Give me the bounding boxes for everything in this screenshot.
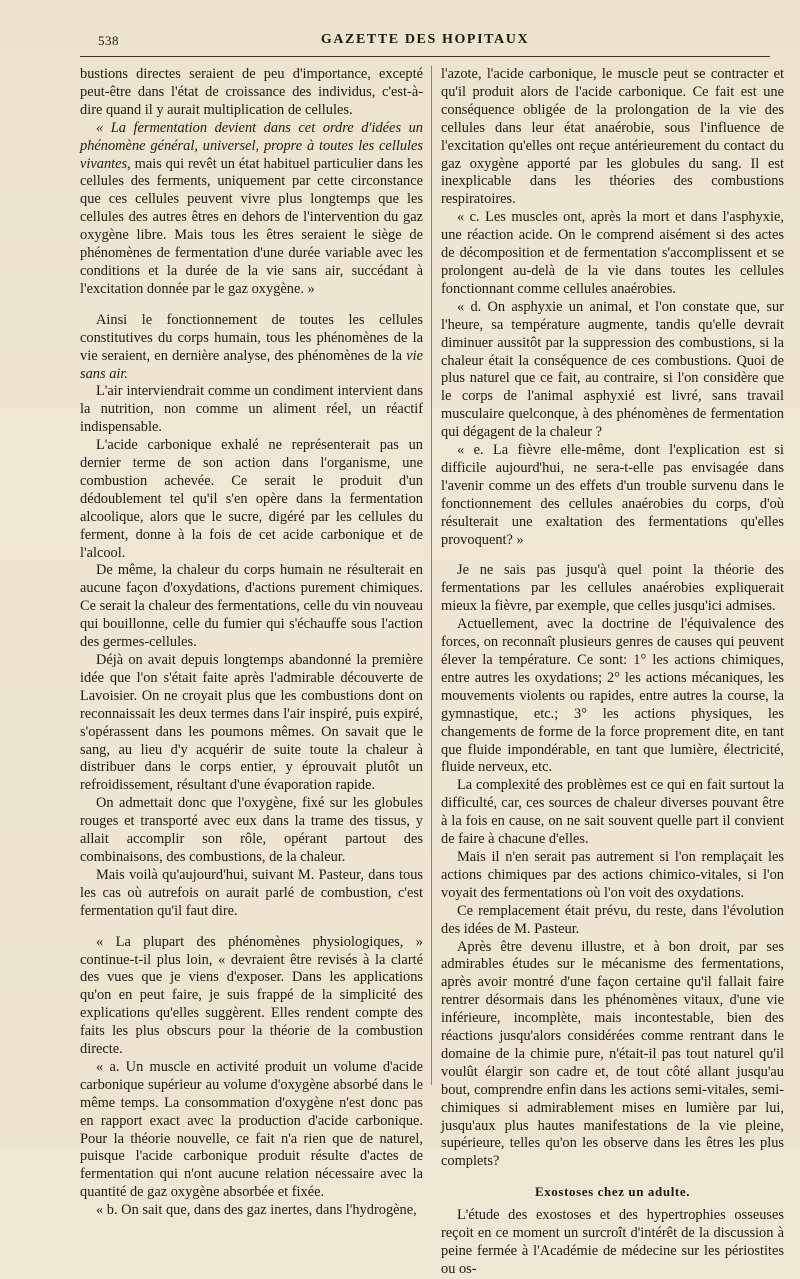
paragraph-r7: [441, 777, 784, 849]
paragraph-text: L'air interviendrait comme un condiment intervient dans la nutrition, non comme un aliment réel, un réactif indispensable.: [80, 383, 423, 436]
paragraph-p7: [80, 652, 423, 795]
paragraph-p4: [80, 383, 423, 437]
paragraph-text: bustions directes seraient de peu d'importance, excepté peut-être dans l'état de croissance des individus, c'est-à-dire quand il y aurait multiplication de cellules.: [80, 66, 423, 118]
paragraph-p6: [80, 562, 423, 652]
left-column: [80, 66, 423, 1220]
section-title: Exostoses chez un adulte.: [534, 1184, 691, 1200]
paragraph-p10: [80, 934, 423, 1059]
paragraph-text: Mais il n'en serait pas autrement si l'on remplaçait les actions chimiques par des actions chimico-vitales, si l'on voyait des fermentations où l'on voit des oxydations.: [441, 848, 784, 901]
paragraph-text: l'azote, l'acide carbonique, le muscle peut se contracter et qu'il produit alors de l'acide carbonique. Ce fait est une conséquence obligée de la prolongation de la vie des cellules dans leur état anaérobie, sous l'influence de l'excitation qu'elles ont reçue antérieurement du contact du gaz oxygène apporté par les globules du sang. Il est inexplicable dans les théories des combustions respiratoires.: [441, 66, 784, 208]
italic-passage: « La fermentation devient dans cet ordre d'idées un phénomène général, universel, propre à toutes les cellules vivantes,: [80, 119, 423, 172]
paragraph-text: Mais voilà qu'aujourd'hui, suivant M. Pasteur, dans tous les cas où autrefois on aurait parlé de combustion, c'est fermentation qu'il faut dire.: [80, 866, 423, 919]
paragraph-text: mais qui revêt un état habituel particulier dans les cellules des ferments, uniquement par cette circonstance que ces cellules peuvent vivre plus longtemps que les cellules des autres êtres en dehors de l'intervention du gaz oxygène libre. Mais tous les êtres seraient le siège de phénomènes de fermentation d'une durée variable avec les conditions et la durée de la vie sans air, succédant à l'excitation donnée par le gaz oxygène. »: [80, 155, 423, 297]
paragraph-text: Actuellement, avec la doctrine de l'équivalence des forces, on reconnaît plusieurs genres de causes qui peuvent élever la température. Ce sont: 1° les actions chimiques, entre autres les oxydations; 2° les actions mécaniques, les mouvements violents ou rapides, entre autres la course, la gymnastique, etc.; 3° les actions physiques, les changements de forme de la force proprement dite, en tant que fluide impondérable, en tant que lumière, électricité, fluide nerveux, etc.: [441, 616, 784, 776]
running-title: GAZETTE DES HOPITAUX: [320, 32, 530, 47]
paragraph-p8: [80, 795, 423, 867]
paragraph-r9: [441, 903, 784, 939]
paragraph-r1: [441, 66, 784, 209]
paragraph-text: « d. On asphyxie un animal, et l'on constate que, sur l'heure, sa température augmente, tandis qu'elle devrait diminuer aussitôt par la suppression des combustions, si la chaleur était la conséquence de ces combustions. Quoi de plus naturel que ce fait, au contraire, si l'on considère que le corps de l'animal asphyxié est livré, sans travail musculaire quelconque, à des phénomènes de fermentation qui dégagent de la chaleur ?: [441, 298, 784, 441]
italic-phrase: vie sans air.: [80, 347, 423, 382]
paragraph-r8: [441, 849, 784, 903]
paragraph-text: L'acide carbonique exhalé ne représenterait pas un dernier terme de son action dans l'organisme, une combustion achevée. Ce serait le produit d'un dédoublement tel qu'il s'en opère dans la fermentation alcoolique, alors que le sucre, digéré par les cellules du ferment, donne à la fois de cet acide carbonique et de l'alcool.: [80, 437, 423, 561]
paragraph-p9: [80, 867, 423, 921]
paragraph-p2: [80, 120, 423, 299]
paragraph-text: « a. Un muscle en activité produit un volume d'acide carbonique supérieur au volume d'oxygène absorbé dans le même temps. La consommation d'oxygène n'est donc pas en rapport exact avec la production d'acide carbonique. Pour la théorie nouvelle, ce fait n'a rien que de naturel, puisque l'acide carbonique produit résulte d'actes de fermentation qui n'ont aucune relation nécessaire avec la quantité de gaz oxygène absorbée et fixée.: [80, 1058, 423, 1201]
right-column: [441, 66, 784, 1279]
page-number: 538: [98, 33, 119, 48]
paragraph-s1: [441, 1207, 784, 1279]
paragraph-text: Je ne sais pas jusqu'à quel point la théorie des fermentations par les cellules anaérobies expliquerait mieux la fièvre, par exemple, que celles jusqu'ici admises.: [441, 562, 784, 615]
paragraph-text: L'étude des exostoses et des hypertrophies osseuses reçoit en ce moment un surcroît d'intérêt de la discussion à peine fermée à l'Académie de médecine sur les périostites ou os-: [441, 1207, 784, 1277]
paragraph-text: On admettait donc que l'oxygène, fixé sur les globules rouges et transporté avec eux dans la trame des tissus, y allait accomplir son rôle, opérant partout des combinaisons, des combustions, de la chaleur.: [80, 795, 423, 865]
column-divider: [431, 66, 432, 1085]
paragraph-r3: [441, 299, 784, 442]
paragraph-text: La complexité des problèmes est ce qui en fait surtout la difficulté, car, ces sources de chaleur diverses pouvant être à la fois en cause, on ne sait souvent quelle part il convient de faire à chacune d'elles.: [441, 777, 784, 848]
paragraph-text: Déjà on avait depuis longtemps abandonné la première idée que l'on s'était faite après l'admirable découverte de Lavoisier. On ne croyait plus que les combustions dont on reconnaissait les deux termes dans l'air inspiré, puis expiré, s'opérassent dans les poumons mêmes. On savait que le sang, au lieu d'y acquérir de suite toute la chaleur à distribuer dans le corps entier, y éprouvait plutôt un refroidissement, résultant d'une évaporation rapide.: [80, 652, 423, 794]
paragraph-text: Ce remplacement était prévu, du reste, dans l'évolution des idées de M. Pasteur.: [441, 902, 784, 937]
paragraph-text: « b. On sait que, dans des gaz inertes, dans l'hydrogène,: [96, 1202, 417, 1219]
paragraph-r5: [441, 562, 784, 616]
paragraph-p1: [80, 66, 423, 120]
paragraph-p12: [80, 1202, 423, 1220]
paragraph-text: « e. La fièvre elle-même, dont l'explication est si difficile aujourd'hui, ne sera-t-elle pas envisagée dans l'avenir comme un des effets d'un trouble survenu dans le fonctionnement des cellules anaérobies du corps, d'où résulterait une exaltation des fermentations qu'elles provoquent? »: [441, 442, 784, 548]
paragraph-p5: [80, 437, 423, 562]
paragraph-text: Ainsi le fonctionnement de toutes les cellules constitutives du corps humain, tous les phénomènes de la vie seraient, en dernière analyse, des phénomènes de la: [80, 311, 423, 364]
paragraph-r6: [441, 616, 784, 777]
paragraph-text: Après être devenu illustre, et à bon droit, par ses admirables études sur le mécanisme des fermentations, après avoir montré d'une façon certaine qu'il fallait faire rentrer désormais dans les phénomènes vitaux, d'une vie inférieure, incomplète, mais incontestable, bien des réactions jusqu'alors considérées comme rentrant dans le domaine de la chimie pure, n'était-il pas tout naturel qu'il voulût élargir son cadre et, de tout côté allant jusqu'au bout, comprendre enfin dans les actions semi-vitales, semi-chimiques si admirablement mises en lumière par lui, jusqu'aux plus hautes manifestations de la vie pleine, supérieure, telles qu'on les observe dans les êtres les plus complets?: [441, 938, 784, 1170]
paragraph-text: « La plupart des phénomènes physiologiques, » continue-t-il plus loin, « devraient être revisés à la clarté des vues que je viens d'exposer. Dans les applications qu'on en peut faire, je suis frappé de la simplicité des explications qu'elles suggèrent. Elles rendent compte des faits les plus obscurs pour la théorie de la combustion directe.: [80, 933, 423, 1058]
paragraph-p3: [80, 312, 423, 384]
paragraph-text: « c. Les muscles ont, après la mort et dans l'asphyxie, une réaction acide. On le comprend aisément si des actes de décomposition et de fermentation s'accomplissent et se prolongent au-delà de la vie dans toutes les cellules fonctionnant comme cellules anaérobies.: [441, 209, 784, 297]
paragraph-r4: [441, 442, 784, 549]
paragraph-r10: [441, 939, 784, 1172]
page-header: [80, 30, 770, 58]
header-rule: [80, 56, 770, 57]
paragraph-r2: [441, 209, 784, 299]
paragraph-text: De même, la chaleur du corps humain ne résulterait en aucune façon d'oxydations, d'actions purement chimiques. Ce serait la chaleur des fermentations, celle du vin nouveau qui bouillonne, celle du fumier qui s'échauffe sous l'action des germes-cellules.: [80, 562, 423, 651]
paragraph-p11: [80, 1059, 423, 1202]
